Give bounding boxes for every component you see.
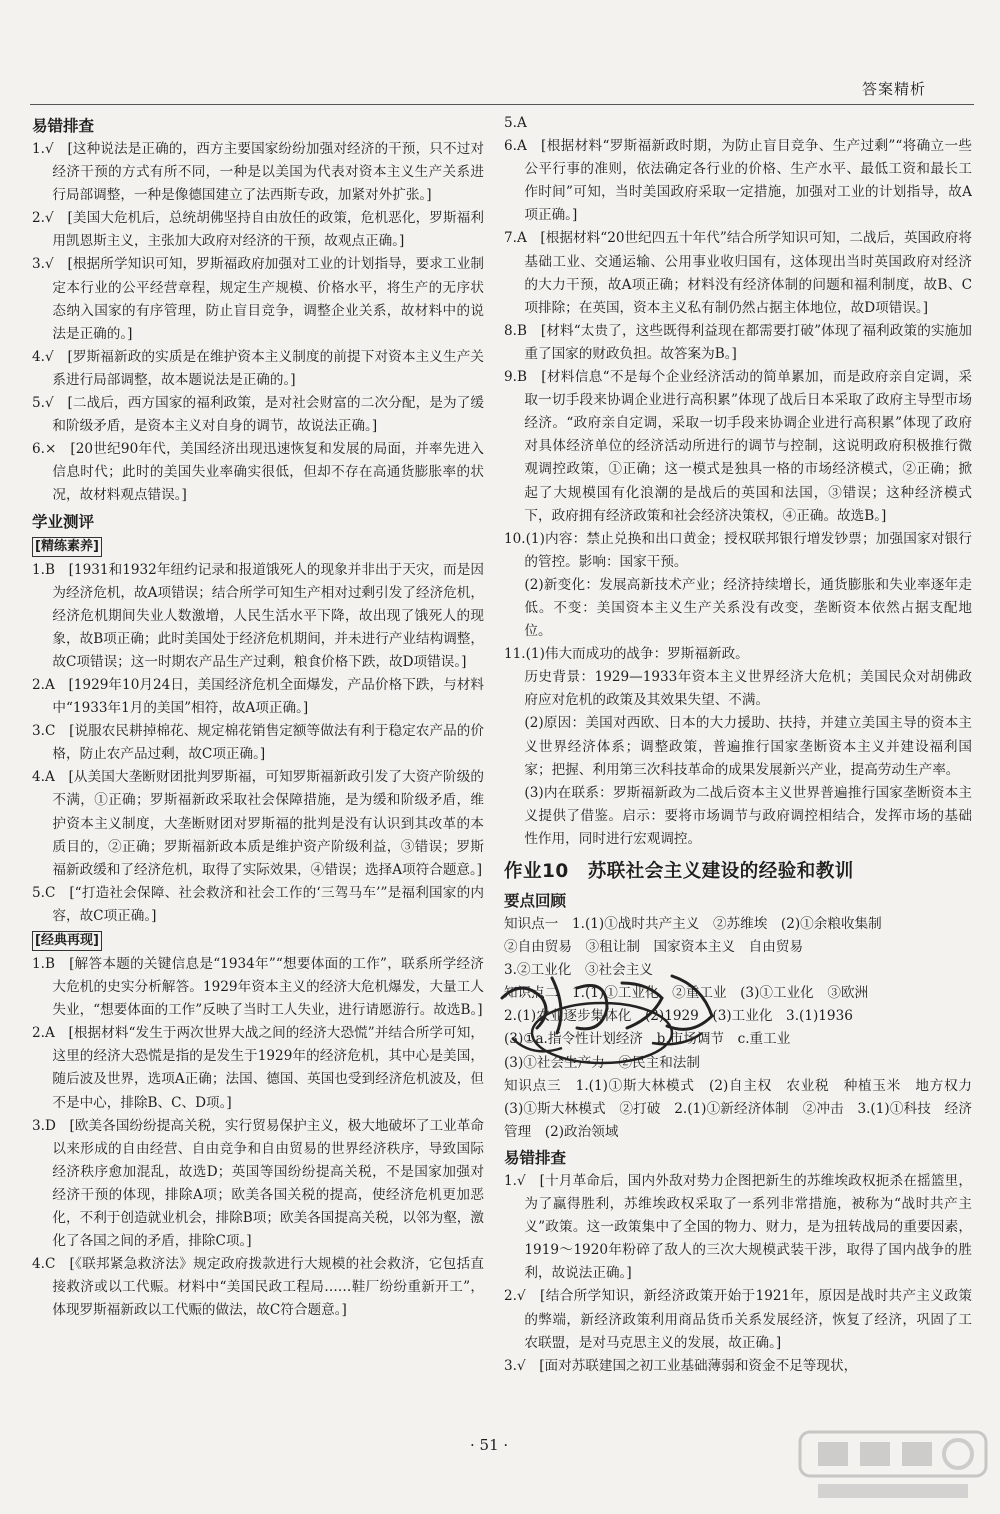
key-point-line: 知识点三 1.(1)①斯大林模式 (2)自主权 农业税 种植玉米 地方权力 (3)①斯大林模式 ②打破 2.(1)①新经济体制 ②冲击 3.(1)①科技 经济管理 (2)政治领域 [504, 1077, 986, 1140]
list-item: (2)原因：美国对西欧、日本的大力援助、扶持，并建立美国主导的资本主义世界经济体系；调整政策，普遍推行国家垄断资本主义并建设福利国家；把握、利用第三次科技革命的成果发展新兴产业，提高劳动生产率。 [524, 715, 972, 778]
list-item: 6.A [根据材料“罗斯福新政时期，为防止盲目竞争、生产过剩”“将确立一些公平行事的准则，依法确定各行业的价格、生产水平、最低工资和最长工作时间”可知，当时美国政府采取一定措施，加强对工业的计划指导，故A项正确。] [504, 138, 972, 224]
error-check-list-2 [504, 1170, 972, 1378]
key-point-line: 知识点二 1.(1)①工业化 ②重工业 (3)①工业化 ③欧洲 [504, 985, 869, 1002]
section-title-key-points: 要点回顾 [504, 892, 567, 910]
key-point-line: ②自由贸易 ③租让制 国家资本主义 自由贸易 [504, 939, 804, 956]
list-item: 8.B [材料“太贵了，这些既得利益现在都需要打破”体现了福利政策的实施加重了国家的财政负担。故答案为B。] [504, 322, 972, 362]
list-item: 3.C [说服农民耕掉棉花、规定棉花销售定额等做法有利于稳定农产品的价格，防止农产品过剩，故C项正确。] [32, 723, 484, 763]
list-item: 1.B [解答本题的关键信息是“1934年”“想要体面的工作”，联系所学经济大危机的史实分析解答。1929年资本主义的经济大危机爆发，大量工人失业，“想要体面的工作”反映了当时工人失业，进行请愿游行。故选B。] [32, 956, 484, 1019]
page-number: · 51 · [470, 1436, 509, 1454]
list-item: 4.√ [罗斯福新政的实质是在维护资本主义制度的前提下对资本主义生产关系进行局部调整，故本题说法是正确的。] [32, 348, 484, 388]
practice-list [32, 559, 484, 929]
key-point-line: 3.②工业化 ③社会主义 [504, 962, 653, 979]
key-point-line: (3)①社会生产力 ②民主和法制 [504, 1054, 700, 1071]
list-item: 3.√ [面对苏联建国之初工业基础薄弱和资金不足等现状， [504, 1357, 858, 1374]
list-item: (3)内在联系：罗斯福新政为二战后资本主义世界普遍推行国家垄断资本主义提供了借鉴。启示：要将市场调节与政府调控相结合，发挥市场的基础性作用，同时进行宏观调控。 [524, 784, 972, 847]
list-item: 9.B [材料信息“不是每个企业经济活动的简单累加，而是政府亲自定调，采取一切手段来协调企业进行高积累”体现了战后日本采取了政府主导型市场经济。“政府亲自定调，采取一切手段来协调企业进行高积累”体现了政府对具体经济单位的经济活动所进行的调节与控制，这说明政府积极推行微观调控政策，①正确；这一模式是独具一格的市场经济模式，②正确；掀起了大规模国有化浪潮的是战后的英国和法国，③错误；这种经济模式下，政府拥有经济政策和社会经济决策权，④正确。故选B。] [504, 369, 972, 524]
classic-list [32, 953, 484, 1323]
list-item: 2.√ [美国大危机后，总统胡佛坚持自由放任的政策，危机恶化，罗斯福利用凯恩斯主义，主张加大政府对经济的干预，故观点正确。] [32, 210, 484, 250]
list-item: (2)新变化：发展高新技术产业；经济持续增长，通货膨胀和失业率逐年走低。不变：美国资本主义生产关系没有改变，垄断资本依然占据支配地位。 [524, 576, 972, 640]
list-item: 2.A [根据材料“发生于两次世界大战之间的经济大恐慌”并结合所学可知，这里的经济大恐慌是指的是发生于1929年的经济危机，其中心是美国，随后波及世界，选项A正确；法国、德国、英国也受到经济危机波及，但不是中心，排除B、C、D项。] [32, 1025, 484, 1111]
list-item: 5.C [“打造社会保障、社会救济和社会工作的‘三驾马车’”是福利国家的内容，故C项正确。] [32, 884, 484, 924]
list-item: 2.√ [结合所学知识，新经济政策开始于1921年，原因是战时共产主义政策的弊端，新经济政策利用商品货币关系发展经济，恢复了经济，巩固了工农联盟，是对马克思主义的发展，故正确。] [504, 1288, 972, 1351]
error-check-list [32, 138, 484, 508]
list-item: 3.√ [根据所学知识可知，罗斯福政府加强对工业的计划指导，要求工业制定本行业的公平经营章程，规定生产规模、价格水平，将生产的无序状态纳入国家的有序管理，防止盲目竞争，调整企业关系，故材料中的说法是正确的。] [32, 256, 484, 342]
header-divider [30, 104, 974, 105]
answer-list [504, 112, 972, 851]
list-item: 4.A [从美国大垄断财团批判罗斯福，可知罗斯福新政引发了大资产阶级的不满，①正确；罗斯福新政采取社会保障措施，是为缓和阶级矛盾，维护资本主义制度，大垄断财团对罗斯福的批判是没有认识到其改革的本质目的，②正确；罗斯福新政本质是维护资产阶级利益，③错误；罗斯福新政缓和了经济危机，取得了实际效果，④错误；选择A项符合题意。] [32, 769, 484, 878]
key-point-line: 知识点一 1.(1)①战时共产主义 ②苏维埃 (2)①余粮收集制 [504, 916, 882, 932]
list-item: 5.A [504, 115, 527, 131]
section-title-error-check: 易错排查 [32, 117, 95, 135]
list-item: 历史背景：1929—1933年资本主义世界经济大危机；美国民众对胡佛政府应对危机的政策及其效果失望、不满。 [524, 669, 972, 709]
list-item: 5.√ [二战后，西方国家的福利政策，是对社会财富的二次分配，是为了缓和阶级矛盾，是资本主义对自身的调节，故说法正确。] [32, 395, 484, 435]
header-title: 答案精析 [862, 80, 927, 98]
subsection-classic: [经典再现] [32, 931, 102, 951]
key-point-line: (3)①a.指令性计划经济 b.市场调节 c.重工业 [504, 1031, 791, 1048]
list-item: 4.C [《联邦紧急救济法》规定政府拨款进行大规模的社会救济，它包括直接救济或以工代赈。材料中“美国民政工程局……鞋厂纷纷重新开工”，体现罗斯福新政以工代赈的做法，故C符合题意。] [32, 1256, 484, 1319]
left-column [32, 112, 484, 1323]
section-title-error-check-2: 易错排查 [504, 1148, 567, 1167]
list-item: 11.(1)伟大而成功的战争：罗斯福新政。 [504, 646, 749, 663]
handwritten-stamp [482, 958, 732, 1078]
homework-title: 作业10 苏联社会主义建设的经验和教训 [504, 861, 854, 882]
list-item: 7.A [根据材料“20世纪四五十年代”结合所学知识可知，二战后，英国政府将基础工业、交通运输、公用事业收归国有，这体现出当时英国政府对经济的大力干预，故A项正确；材料没有经济体制的问题和福利制度，故B、C项排除；在英国，资本主义私有制仍然占据主体地位，故D项错误。] [504, 230, 972, 316]
list-item: 10.(1)内容：禁止兑换和出口黄金；授权联邦银行增发钞票；加强国家对银行的管控。影响：国家干预。 [504, 530, 972, 570]
list-item: 1.√ [这种说法是正确的，西方主要国家纷纷加强对经济的干预，只不过对经济干预的方式有所不同，一种是以美国为代表对资本主义生产关系进行局部调整，一种是像德国建立了法西斯专政，加紧对外扩张。] [32, 141, 484, 204]
list-item: 2.A [1929年10月24日，美国经济危机全面爆发，产品价格下跌，与材料中“1933年1月的美国”相符，故A项正确。] [32, 676, 484, 717]
list-item: 3.D [欧美各国纷纷提高关税，实行贸易保护主义，极大地破坏了工业革命以来形成的自由经营、自由竞争和自由贸易的世界经济秩序，导致国际经济秩序愈加混乱，故选D；英国等国纷纷提高关税，不是国家加强对经济干预的体现，排除A项；欧美各国关税的提高，使经济危机更加恶化，不利于创造就业机会，排除B项；欧美各国提高关税，以邻为壑，激化了各国之间的矛盾，排除C项。] [32, 1117, 484, 1250]
key-point-line: 2.(1)农业逐步集体化 (2)1929 (3)工业化 3.(1)1936 [504, 1008, 853, 1025]
subsection-practice: [精练素养] [32, 537, 102, 557]
watermark-logo [798, 1426, 988, 1506]
section-title-assessment: 学业测评 [32, 512, 95, 531]
list-item: 6.× [20世纪90年代，美国经济出现迅速恢复和发展的局面，并率先进入信息时代；此时的美国失业率确实很低，但却不存在高通货膨胀率的状况，故材料观点错误。] [32, 441, 484, 504]
right-column [504, 112, 986, 1378]
list-item: 1.√ [十月革命后，国内外敌对势力企图把新生的苏维埃政权扼杀在摇篮里，为了赢得胜利，苏维埃政权采取了一系列非常措施，被称为“战时共产主义”政策。这一政策集中了全国的物力、财力，是为扭转战局的重要因素，1919～1920年粉碎了敌人的三次大规模武装干涉，取得了国内战争的胜利，故说法正确。] [504, 1172, 972, 1282]
list-item: 1.B [1931和1932年纽约记录和报道饿死人的现象并非出于天灾，而是因为经济危机，故A项错误；结合所学可知生产相对过剩引发了经济危机，经济危机期间失业人数激增，人民生活水平下降，故出现了饿死人的现象，故B项正确；此时美国处于经济危机期间，并未进行产业结构调整，故C项错误；这一时期农产品生产过剩，粮食价格下跌，故D项错误。] [32, 561, 484, 670]
